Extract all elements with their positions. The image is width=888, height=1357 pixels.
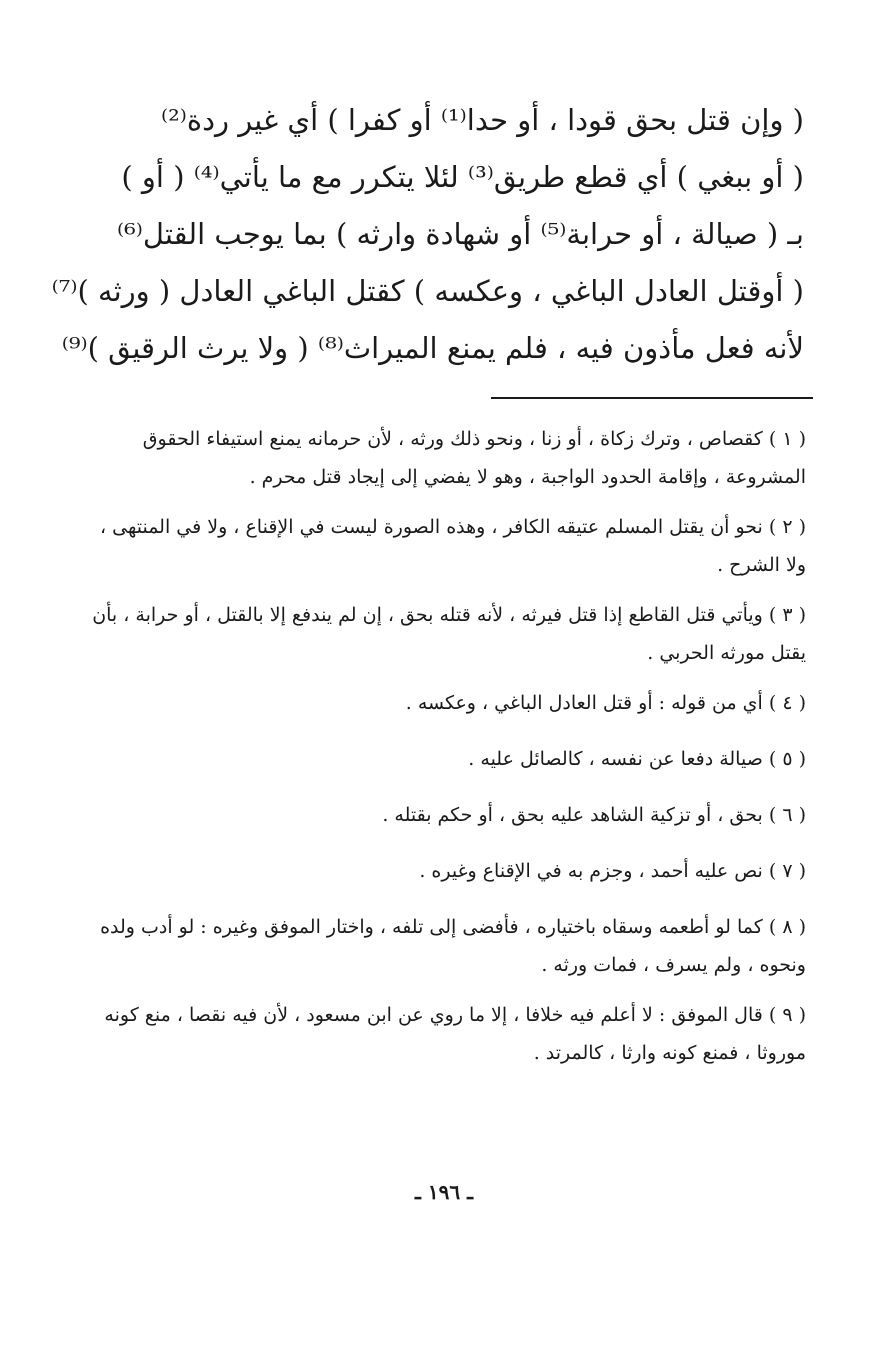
footnote-7: ( ٧ ) نص عليه أحمد ، وجزم به في الإقناع وغيره . bbox=[419, 860, 806, 882]
main-text bbox=[51, 92, 804, 377]
footnotes bbox=[74, 420, 806, 1084]
footnote-3: ( ٣ ) ويأتي قتل القاطع إذا قتل فيرثه ، لأنه قتله بحق ، إن لم يندفع إلا بالقتل ، أو حرابة ، بأن يقتل مورثه الحربي . bbox=[92, 604, 806, 664]
footnote-4: ( ٤ ) أي من قوله : أو قتل العادل الباغي ، وعكسه . bbox=[405, 692, 806, 714]
main-text-line: بـ ( صيالة ، أو حرابة⁽⁵⁾ أو شهادة وارثه ) بما يوجب القتل⁽⁶⁾ bbox=[117, 217, 804, 251]
main-text-line: لأنه فعل مأذون فيه ، فلم يمنع الميراث⁽⁸⁾ ( ولا يرث الرقيق )⁽⁹⁾ bbox=[61, 331, 804, 365]
footnote-9: ( ٩ ) قال الموفق : لا أعلم فيه خلافا ، إلا ما روي عن ابن مسعود ، لأن فيه نقصا ، منع كونه موروثا ، فمنع كونه وارثا ، كالمرتد . bbox=[104, 1004, 806, 1064]
main-text-line: ( وإن قتل بحق قودا ، أو حدا⁽¹⁾ أو كفرا ) أي غير ردة⁽²⁾ bbox=[161, 103, 804, 137]
footnote-8: ( ٨ ) كما لو أطعمه وسقاه باختياره ، فأفضى إلى تلفه ، واختار الموفق وغيره : لو أدب ولده ونحوه ، ولم يسرف ، فمات ورثه . bbox=[100, 916, 806, 976]
main-text-line: ( أو ببغي ) أي قطع طريق⁽³⁾ لئلا يتكرر مع ما يأتي⁽⁴⁾ ( أو ) bbox=[121, 160, 804, 194]
main-text-line: ( أوقتل العادل الباغي ، وعكسه ) كقتل الباغي العادل ( ورثه )⁽⁷⁾ bbox=[51, 274, 804, 308]
footnote-6: ( ٦ ) بحق ، أو تزكية الشاهد عليه بحق ، أو حكم بقتله . bbox=[382, 804, 806, 826]
page-number: ـ ١٩٦ ـ bbox=[415, 1180, 473, 1204]
footnote-2: ( ٢ ) نحو أن يقتل المسلم عتيقه الكافر ، وهذه الصورة ليست في الإقناع ، ولا في المنتهى ، ولا الشرح . bbox=[99, 516, 806, 576]
footnote-separator bbox=[491, 397, 813, 399]
footnote-1: ( ١ ) كقصاص ، وترك زكاة ، أو زنا ، ونحو ذلك ورثه ، لأن حرمانه يمنع استيفاء الحقوق المشروعة ، وإقامة الحدود الواجبة ، وهو لا يفضي إلى إيجاد قتل محرم . bbox=[142, 428, 806, 488]
footnote-5: ( ٥ ) صيالة دفعا عن نفسه ، كالصائل عليه . bbox=[468, 748, 806, 770]
